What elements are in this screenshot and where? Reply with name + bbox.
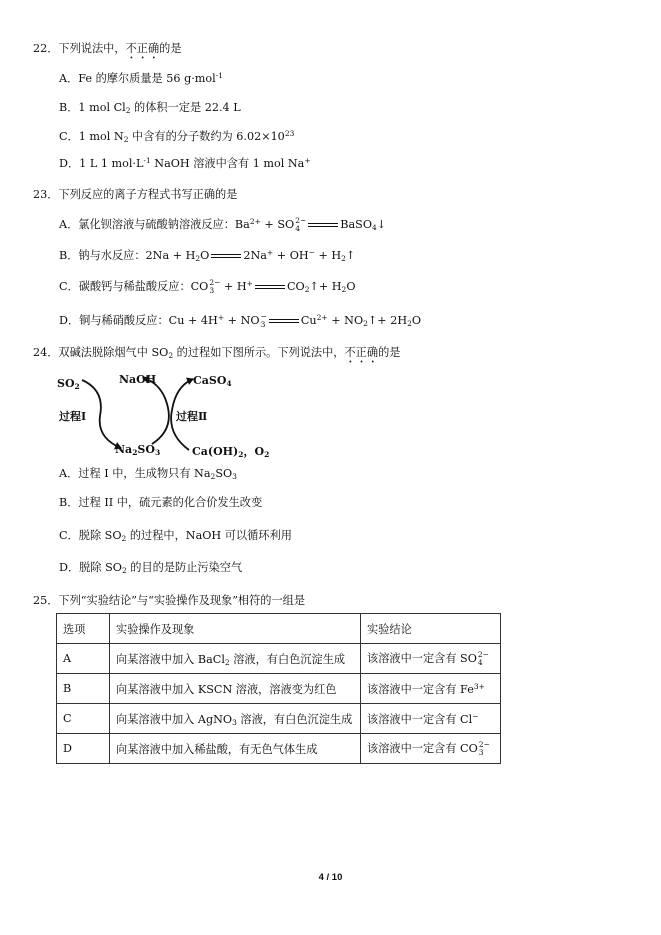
arrow-process-1 [82,380,121,448]
equals-sign [308,223,338,227]
q23-option-c: C．碳酸钙与稀盐酸反应：CO 2− 3 + H+ $CO_2↑+ H_2O$ [59,278,356,295]
label-na2so3: $Na_2SO_3$ [115,443,161,457]
header-cell: 选项 [57,614,110,644]
cell-option: B [57,674,110,704]
q24-option-a: A．过程 I 中，生成物只有 $Na_2SO_3$ [59,467,237,481]
table-row [57,704,501,734]
cell-operation: 向某溶液中加入 AgNO$_3$ 溶液，有白色沉淀生成 [110,704,361,734]
cell-option: C [57,704,110,734]
equals-sign [269,319,299,323]
q23-stem: 23．下列反应的离子方程式书写正确的是 [33,188,238,201]
cell-operation: 向某溶液中加入 BaCl$_2$ 溶液，有白色沉淀生成 [110,644,361,674]
cell-conclusion: 该溶液中一定含有 Cl− [361,704,501,734]
q23-option-b: B．钠与水反应：$2Na + H_2O$ $2Na^+ + OH^- + H_2↑$ [59,248,356,263]
q22-option-d: D．1 L 1 $mol\cdot L^{-1}$ NaOH 溶液中含有 1 mol Na+ [59,156,311,170]
label-process-1: 过程Ⅰ [59,410,87,423]
cell-conclusion: 该溶液中一定含有 CO 2− 3 [361,734,501,764]
cell-option: D [57,734,110,764]
q23-option-d: D．铜与稀硝酸反应：Cu + 4H+ + NO − 3 $Cu^{2+}$ + $NO_2↑+ 2H_2O$ [59,312,422,329]
q22-option-a: A．Fe 的摩尔质量是 56 g·mol$^{-1}$ [59,71,224,85]
label-caso4: CaSO$_4$ [193,374,232,388]
equals-sign [255,285,285,289]
label-so2: $SO_2$ [57,377,80,391]
experiment-table [56,613,501,764]
table-row [57,734,501,764]
q23-option-a: A．氯化钡溶液与硫酸钠溶液反应：$Ba^{2+}$ + SO 2− 4 BaSO$_4$↓ [59,216,387,233]
arrow-regenerate [143,378,169,444]
header-cell: 实验结论 [361,614,501,644]
label-naoh: NaOH [119,373,157,386]
table-row [57,644,501,674]
q24-option-c: C．脱除 $SO_2$ 的过程中，NaOH 可以循环利用 [59,529,292,543]
cell-operation: 向某溶液中加入 KSCN 溶液，溶液变为红色 [110,674,361,704]
q24-option-b: B．过程 II 中，硫元素的化合价发生改变 [59,496,263,509]
q24-stem: 24．双碱法脱除烟气中 $SO_2$ 的过程如下图所示。下列说法中，不正确的是 [33,346,401,360]
table-header-row [57,614,501,644]
page-number: 4 / 10 [318,872,343,883]
q22-stem: 22．下列说法中，不正确的是 [33,42,182,55]
q22-option-b: B．1 mol $Cl_2$ 的体积一定是 22.4 L [59,101,241,115]
header-cell: 实验操作及现象 [110,614,361,644]
q25-stem: 25．下列“实验结论”与“实验操作及现象”相符的一组是 [33,594,306,607]
table-row [57,674,501,704]
cell-conclusion: 该溶液中一定含有 $Fe^{3+}$ [361,674,501,704]
cell-operation: 向某溶液中加入稀盐酸，有无色气体生成 [110,734,361,764]
equals-sign [211,254,241,258]
q22-option-c: C．1 mol $N_2$ 中含有的分子数约为 $6.02\times 10^{23}$ [59,129,295,144]
process-diagram [55,368,270,459]
q24-option-d: D．脱除 $SO_2$ 的目的是防止污染空气 [59,561,243,575]
label-caoh2-o2: $Ca(OH)_2$，$O_2$ [192,445,270,459]
cell-conclusion: 该溶液中一定含有 SO 2− 4 [361,644,501,674]
label-process-2: 过程Ⅱ [176,410,208,423]
cell-option: A [57,644,110,674]
